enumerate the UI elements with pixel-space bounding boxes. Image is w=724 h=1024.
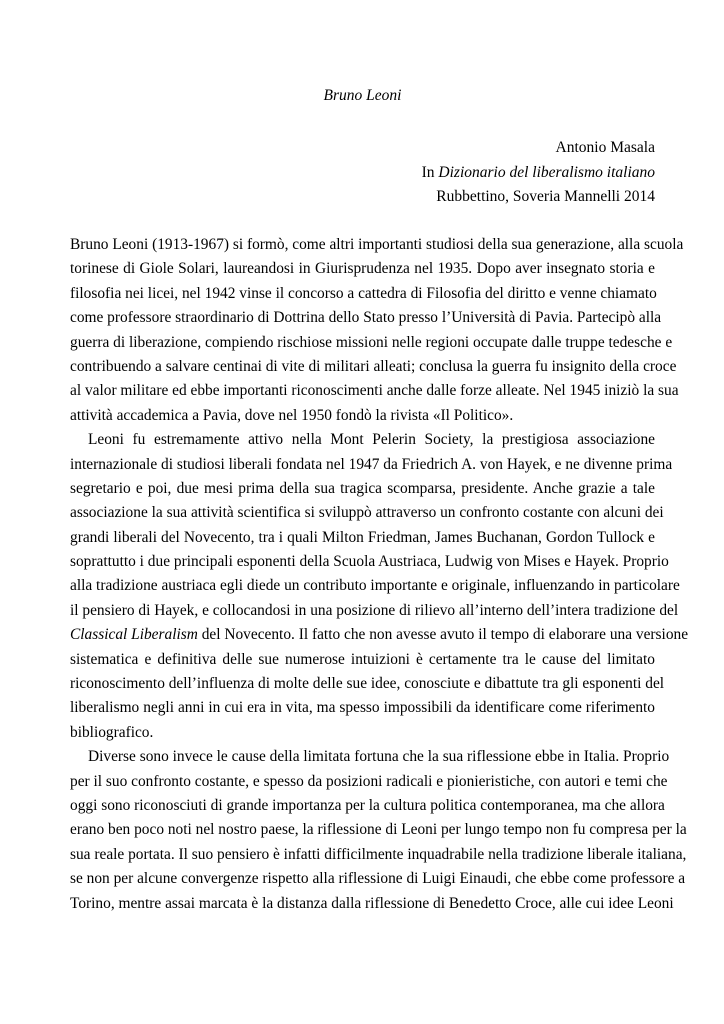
byline	[70, 136, 655, 210]
text-line: erano ben poco noti nel nostro paese, la riflessione di Leoni per lungo tempo non fu compresa per la	[70, 821, 687, 839]
text-line: bibliografico.	[70, 723, 154, 741]
text-line: filosofia nei licei, nel 1942 vinse il concorso a cattedra di Filosofia del diritto e venne chiamato	[70, 284, 657, 302]
text-line: sua reale portata. Il suo pensiero è infatti difficilmente inquadrabile nella tradizione liberale italiana,	[70, 845, 687, 863]
text-line: come professore straordinario di Dottrina dello Stato presso l’Università di Pavia. Partecipò alla	[70, 309, 662, 327]
author-name: Antonio Masala	[555, 139, 655, 156]
text-line: internazionale di studiosi liberali fondata nel 1947 da Friedrich A. von Hayek, e ne divenne prima	[70, 455, 673, 473]
text-line: oggi sono riconosciuti di grande importanza per la cultura politica contemporanea, ma che allora	[70, 796, 665, 814]
text-line: se non per alcune convergenze rispetto alla riflessione di Luigi Einaudi, che ebbe come professore a	[70, 870, 686, 888]
document-title: Bruno Leoni	[323, 87, 402, 104]
article-body	[70, 233, 689, 916]
text-line: torinese di Giole Solari, laureandosi in Giurisprudenza nel 1935. Dopo aver insegnato storia e	[70, 260, 655, 278]
text-line: sistematica e definitiva delle sue numerose intuizioni è certamente tra le cause del limitato	[70, 650, 655, 668]
source-line	[70, 161, 655, 186]
text-line: segretario e poi, due mesi prima della sua tragica scomparsa, presidente. Anche grazie a tale	[70, 479, 655, 497]
text-line: riconoscimento dell’influenza di molte delle sue idee, conosciute e dibattute tra gli esponenti del	[70, 675, 665, 693]
text-line: alla tradizione austriaca egli diede un contributo importante e originale, influenzando in particolare	[70, 577, 680, 595]
text-line: liberalismo negli anni in cui era in vita, ma spesso impossibili da identificare come riferimento	[70, 699, 655, 717]
publisher-line: Rubbettino, Soveria Mannelli 2014	[436, 188, 655, 205]
paragraph-3	[70, 745, 687, 916]
text-line: Diverse sono invece le cause della limitata fortuna che la sua riflessione ebbe in Italia. Proprio	[88, 748, 670, 766]
text-line: Torino, mentre assai marcata è la distanza dalla riflessione di Benedetto Croce, alle cui idee Leoni	[70, 894, 674, 912]
source-prefix: In	[421, 163, 439, 181]
text-line: guerra di liberazione, compiendo rischiose missioni nelle regioni occupate dalle truppe tedesche e	[70, 333, 673, 351]
text-line: il pensiero di Hayek, e collocandosi in una posizione di rilievo all’interno dell’intera tradizione del	[70, 601, 679, 619]
document-page	[70, 0, 689, 1024]
text-line: Bruno Leoni (1913-1967) si formò, come altri importanti studiosi della sua generazione, alla scuola	[70, 236, 684, 253]
text-line: soprattutto i due principali esponenti della Scuola Austriaca, Ludwig von Mises e Hayek. Proprio	[70, 553, 669, 571]
source-title: Dizionario del liberalismo italiano	[438, 163, 655, 181]
text-line-mixed	[70, 623, 689, 647]
paragraph-2	[70, 428, 689, 745]
text-line: grandi liberali del Novecento, tra i quali Milton Friedman, James Buchanan, Gordon Tullock e	[70, 528, 655, 546]
paragraph-1	[70, 233, 684, 428]
italic-term: Classical Liberalism	[70, 626, 198, 644]
text-line: per il suo confronto costante, e spesso da posizioni radicali e pionieristiche, con autori e temi che	[70, 772, 668, 790]
text-line: associazione la sua attività scientifica si sviluppò attraverso un confronto costante con alcuni dei	[70, 504, 664, 522]
text-line: attività accademica a Pavia, dove nel 1950 fondò la rivista «Il Politico».	[70, 406, 514, 424]
text-fragment: del Novecento. Il fatto che non avesse avuto il tempo di elaborare una versione	[197, 626, 689, 644]
text-line: al valor militare ed ebbe importanti riconoscimenti anche dalle forze alleate. Nel 1945 iniziò la sua	[70, 382, 679, 400]
text-line: contribuendo a salvare centinai di vite di militari alleati; conclusa la guerra fu insignito della croce	[70, 357, 677, 375]
text-line: Leoni fu estremamente attivo nella Mont Pelerin Society, la prestigiosa associazione	[88, 431, 655, 449]
